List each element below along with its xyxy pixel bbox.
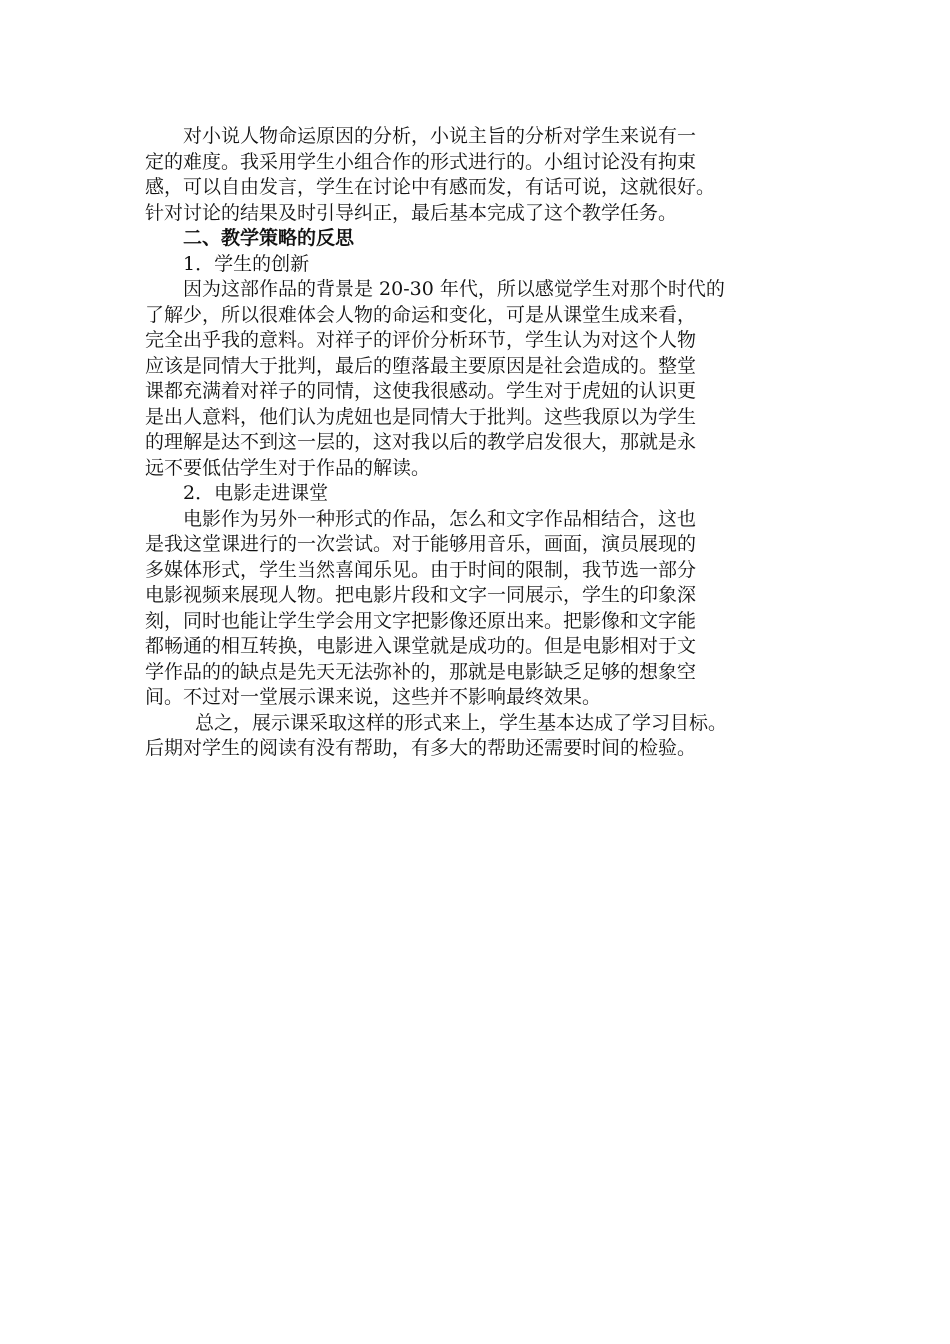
paragraph-line: 定的难度。我采用学生小组合作的形式进行的。小组讨论没有拘束 [145, 150, 697, 173]
paragraph-line: 针对讨论的结果及时引导纠正，最后基本完成了这个教学任务。 [145, 201, 678, 224]
document-body [145, 124, 815, 762]
paragraph-line: 刻，同时也能让学生学会用文字把影像还原出来。把影像和文字能 [145, 609, 697, 632]
paragraph-line: 多媒体形式，学生当然喜闻乐见。由于时间的限制，我节选一部分 [145, 558, 697, 581]
paragraph-line: 远不要低估学生对于作品的解读。 [145, 456, 431, 479]
paragraph-line: 感，可以自由发言，学生在讨论中有感而发，有话可说，这就很好。 [145, 176, 716, 198]
paragraph-line: 完全出乎我的意料。对祥子的评价分析环节，学生认为对这个人物 [145, 329, 697, 351]
paragraph-line: 了解少，所以很难体会人物的命运和变化，可是从课堂生成来看， [145, 303, 697, 326]
paragraph-line: 的理解是达不到这一层的，这对我以后的教学启发很大，那就是永 [145, 431, 697, 453]
paragraph-line: 是我这堂课进行的一次尝试。对于能够用音乐，画面，演员展现的 [145, 533, 697, 555]
subsection-heading: 2．电影走进课堂 [183, 482, 329, 504]
paragraph-line: 是出人意料，他们认为虎妞也是同情大于批判。这些我原以为学生 [145, 405, 697, 428]
paragraph-line: 电影作为另外一种形式的作品，怎么和文字作品相结合，这也 [183, 507, 697, 530]
paragraph-line: 对小说人物命运原因的分析，小说主旨的分析对学生来说有一 [183, 125, 697, 147]
paragraph-line: 学作品的的缺点是先天无法弥补的，那就是电影缺乏足够的想象空 [145, 660, 697, 683]
paragraph-line: 因为这部作品的背景是 20-30 年代，所以感觉学生对那个时代的 [183, 278, 725, 300]
paragraph-line: 都畅通的相互转换，电影进入课堂就是成功的。但是电影相对于文 [145, 635, 697, 657]
paragraph-line: 课都充满着对祥子的同情，这使我很感动。学生对于虎妞的认识更 [145, 380, 697, 402]
subsection-heading: 1．学生的创新 [183, 252, 310, 275]
paragraph-line: 间。不过对一堂展示课来说，这些并不影响最终效果。 [145, 686, 602, 708]
paragraph-line: 总之，展示课采取这样的形式来上，学生基本达成了学习目标。 [195, 711, 728, 734]
paragraph-line: 应该是同情大于批判，最后的堕落最主要原因是社会造成的。整堂 [145, 354, 697, 377]
section-heading: 二、教学策略的反思 [183, 227, 355, 249]
paragraph-line: 后期对学生的阅读有没有帮助，有多大的帮助还需要时间的检验。 [145, 737, 697, 759]
paragraph-line: 电影视频来展现人物。把电影片段和文字一同展示，学生的印象深 [145, 584, 697, 606]
